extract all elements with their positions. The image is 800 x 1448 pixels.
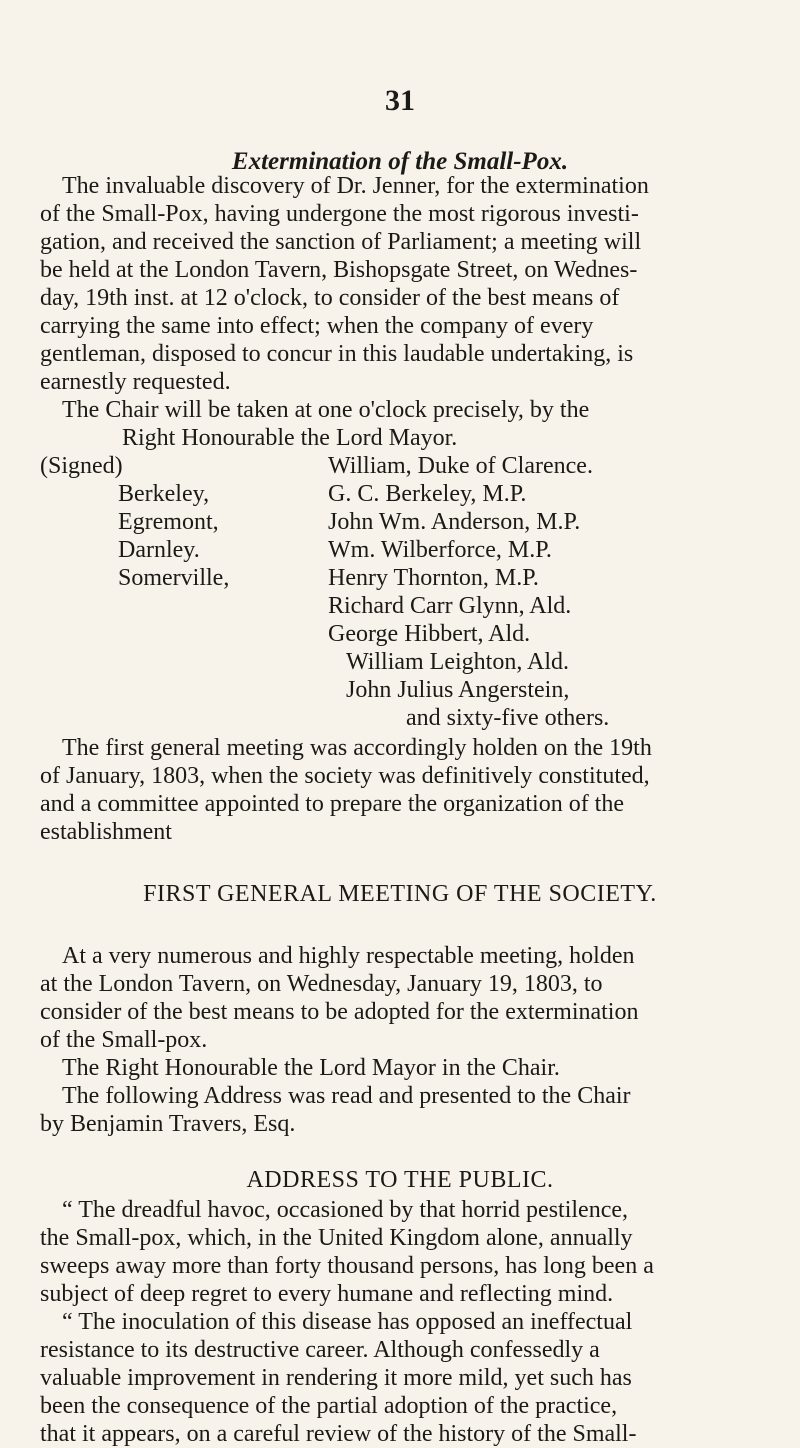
address-line: valuable improvement in rendering it more mild, yet such has [40,1365,632,1391]
meeting-line: The following Address was read and presented to the Chair [62,1083,631,1109]
notice-line: of the Small-Pox, having undergone the most rigorous investi- [40,201,639,227]
address-line: the Small-pox, which, in the United Kingdom alone, annually [40,1225,633,1251]
meeting-summary-line: establishment [40,819,172,845]
signatory-right: William, Duke of Clarence. [328,453,593,479]
notice-line: earnestly requested. [40,369,231,395]
address-line: that it appears, on a careful review of the history of the Small- [40,1421,637,1447]
address-line: subject of deep regret to every humane and reflecting mind. [40,1281,614,1307]
section-heading: FIRST GENERAL MEETING OF THE SOCIETY. [143,881,657,907]
notice-line: day, 19th inst. at 12 o'clock, to consider of the best means of [40,285,620,311]
meeting-summary-line: of January, 1803, when the society was definitively constituted, [40,763,650,789]
signatory-left: Egremont, [118,509,219,535]
signatory-right: George Hibbert, Ald. [328,621,531,647]
meeting-line: by Benjamin Travers, Esq. [40,1111,296,1137]
signatory-right: Wm. Wilberforce, M.P. [328,537,552,563]
notice-line: gation, and received the sanction of Parliament; a meeting will [40,229,642,255]
address-line: “ The inoculation of this disease has opposed an ineffectual [62,1309,633,1335]
signatory-right: John Julius Angerstein, [346,677,570,703]
meeting-summary-line: The first general meeting was accordingly holden on the 19th [62,735,652,761]
signatory-right: and sixty-five others. [406,705,610,731]
signatory-left: Darnley. [118,537,200,563]
address-line: been the consequence of the partial adoption of the practice, [40,1393,618,1419]
meeting-summary-line: and a committee appointed to prepare the organization of the [40,791,625,817]
notice-line: gentleman, disposed to concur in this laudable undertaking, is [40,341,634,367]
signatory-right: Richard Carr Glynn, Ald. [328,593,572,619]
notice-line: carrying the same into effect; when the company of every [40,313,594,339]
meeting-line: At a very numerous and highly respectable meeting, holden [62,943,635,969]
page-title: Extermination of the Small-Pox. [231,148,569,175]
notice-line: be held at the London Tavern, Bishopsgate Street, on Wednes- [40,257,638,283]
meeting-line: at the London Tavern, on Wednesday, January 19, 1803, to [40,971,603,997]
signed-label: (Signed) [40,453,123,479]
address-line: “ The dreadful havoc, occasioned by that horrid pestilence, [62,1197,629,1223]
signatory-right: G. C. Berkeley, M.P. [328,481,527,507]
page-number: 31 [385,84,415,117]
notice-line: The invaluable discovery of Dr. Jenner, for the extermination [62,173,649,199]
signatory-right: John Wm. Anderson, M.P. [328,509,581,535]
signatory-right: Henry Thornton, M.P. [328,565,539,591]
signatory-left: Berkeley, [118,481,210,507]
meeting-line: The Right Honourable the Lord Mayor in the Chair. [62,1055,560,1081]
meeting-line: of the Small-pox. [40,1027,208,1053]
signatory-left: Somerville, [118,565,230,591]
notice-line: Right Honourable the Lord Mayor. [122,425,458,451]
meeting-line: consider of the best means to be adopted for the extermination [40,999,639,1025]
signatory-right: William Leighton, Ald. [346,649,570,675]
section-heading: ADDRESS TO THE PUBLIC. [246,1167,554,1193]
address-line: resistance to its destructive career. Although confessedly a [40,1337,600,1363]
notice-line: The Chair will be taken at one o'clock precisely, by the [62,397,590,423]
address-line: sweeps away more than forty thousand persons, has long been a [40,1253,654,1279]
